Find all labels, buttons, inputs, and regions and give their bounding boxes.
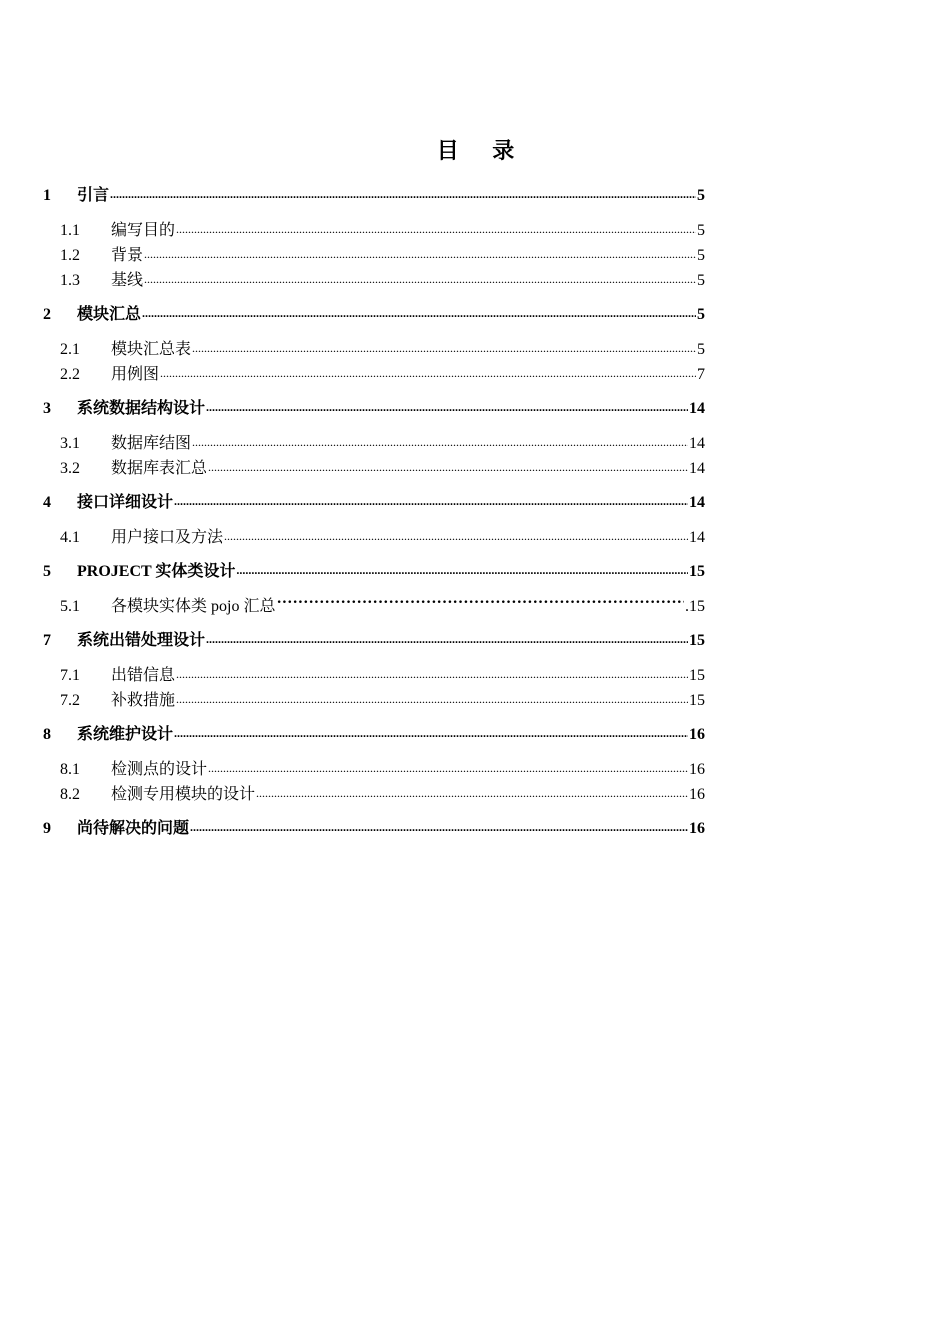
toc-entry-number: 7.2 xyxy=(60,692,80,709)
toc-entry-section[interactable] xyxy=(60,597,705,617)
toc-entry-label: 接口详细设计 xyxy=(77,494,174,511)
toc-entry-page-number: 5 xyxy=(697,306,705,323)
toc-entry-label: 基线 xyxy=(111,272,144,289)
toc-entry-label: 检测专用模块的设计 xyxy=(111,786,256,803)
toc-entry-section[interactable] xyxy=(60,340,705,360)
toc-entry-label: 补救措施 xyxy=(111,692,176,709)
toc-entry-page-number: 16 xyxy=(689,786,705,803)
toc-dot-leader xyxy=(174,493,688,507)
toc-entry-page-number: .15 xyxy=(685,598,705,615)
toc-entry-page-number: 15 xyxy=(689,667,705,684)
toc-entry-number: 3.1 xyxy=(60,435,80,452)
toc-entry-label: 系统出错处理设计 xyxy=(77,632,206,649)
toc-entry-chapter[interactable] xyxy=(43,186,705,206)
toc-entry-number: 8.2 xyxy=(60,786,80,803)
toc-entry-page-number: 16 xyxy=(689,820,705,837)
toc-entry-chapter[interactable] xyxy=(43,819,705,839)
toc-entry-label: PROJECT 实体类设计 xyxy=(77,563,236,580)
toc-entry-page-number: 15 xyxy=(689,563,705,580)
toc-entry-number: 8.1 xyxy=(60,761,80,778)
toc-entry-number: 5 xyxy=(43,563,51,580)
toc-dot-leader xyxy=(144,271,696,285)
toc-entry-number: 3 xyxy=(43,400,51,417)
toc-entry-label: 用户接口及方法 xyxy=(111,529,224,546)
toc-entry-number: 8 xyxy=(43,726,51,743)
toc-entry-label: 尚待解决的问题 xyxy=(77,820,190,837)
toc-dot-leader xyxy=(192,340,696,354)
toc-entry-chapter[interactable] xyxy=(43,493,705,513)
toc-entry-page-number: 15 xyxy=(689,692,705,709)
toc-entry-section[interactable] xyxy=(60,459,705,479)
toc-dot-leader xyxy=(176,691,688,705)
toc-dot-leader xyxy=(110,186,696,200)
toc-entry-number: 5.1 xyxy=(60,598,80,615)
toc-entry-number: 2 xyxy=(43,306,51,323)
toc-entry-label: 用例图 xyxy=(111,366,160,383)
toc-entry-label: 引言 xyxy=(77,187,110,204)
toc-entry-number: 3.2 xyxy=(60,460,80,477)
toc-dot-leader xyxy=(206,631,688,645)
toc-dot-leader xyxy=(176,221,696,235)
toc-dot-leader xyxy=(206,399,688,413)
toc-entry-number: 1.1 xyxy=(60,222,80,239)
toc-dot-leader xyxy=(224,528,688,542)
toc-entry-page-number: 14 xyxy=(689,400,705,417)
toc-dot-leader xyxy=(174,725,688,739)
toc-dot-leader xyxy=(176,666,688,680)
toc-entry-section[interactable] xyxy=(60,691,705,711)
toc-entry-chapter[interactable] xyxy=(43,305,705,325)
toc-entry-number: 7 xyxy=(43,632,51,649)
toc-dot-leader xyxy=(208,459,688,473)
toc-entry-section[interactable] xyxy=(60,221,705,241)
toc-entry-page-number: 5 xyxy=(697,222,705,239)
toc-dot-leader xyxy=(160,365,696,379)
toc-entry-number: 1.3 xyxy=(60,272,80,289)
toc-entry-page-number: 16 xyxy=(689,726,705,743)
toc-entry-chapter[interactable] xyxy=(43,725,705,745)
toc-entry-label: 系统维护设计 xyxy=(77,726,174,743)
toc-entry-chapter[interactable] xyxy=(43,562,705,582)
toc-entry-number: 4.1 xyxy=(60,529,80,546)
toc-dot-leader xyxy=(208,760,688,774)
toc-entry-label: 系统数据结构设计 xyxy=(77,400,206,417)
toc-dot-leader xyxy=(236,562,688,576)
toc-entry-label: 数据库表汇总 xyxy=(111,460,208,477)
toc-entry-chapter[interactable] xyxy=(43,631,705,651)
toc-entry-page-number: 5 xyxy=(697,187,705,204)
toc-entry-label: 背景 xyxy=(111,247,144,264)
toc-entry-label: 模块汇总 xyxy=(77,306,142,323)
toc-dot-leader xyxy=(276,597,684,611)
toc-entry-page-number: 5 xyxy=(697,341,705,358)
toc-entry-section[interactable] xyxy=(60,760,705,780)
toc-entry-label: 模块汇总表 xyxy=(111,341,192,358)
toc-entry-page-number: 14 xyxy=(689,460,705,477)
toc-dot-leader xyxy=(190,819,688,833)
toc-entry-page-number: 15 xyxy=(689,632,705,649)
toc-entry-number: 9 xyxy=(43,820,51,837)
toc-entry-page-number: 14 xyxy=(689,435,705,452)
toc-entry-section[interactable] xyxy=(60,666,705,686)
toc-entry-number: 7.1 xyxy=(60,667,80,684)
toc-entry-page-number: 16 xyxy=(689,761,705,778)
toc-entry-page-number: 5 xyxy=(697,247,705,264)
toc-entry-section[interactable] xyxy=(60,785,705,805)
toc-entry-number: 2.1 xyxy=(60,341,80,358)
toc-entry-page-number: 14 xyxy=(689,494,705,511)
toc-entry-label: 出错信息 xyxy=(111,667,176,684)
toc-entry-label: 数据库结图 xyxy=(111,435,192,452)
toc-entry-page-number: 14 xyxy=(689,529,705,546)
toc-entry-page-number: 5 xyxy=(697,272,705,289)
toc-entry-label: 编写目的 xyxy=(111,222,176,239)
toc-entry-number: 1 xyxy=(43,187,51,204)
toc-entry-chapter[interactable] xyxy=(43,399,705,419)
toc-title: 目 录 xyxy=(436,138,529,163)
toc-entry-section[interactable] xyxy=(60,365,705,385)
toc-dot-leader xyxy=(192,434,688,448)
toc-dot-leader xyxy=(144,246,696,260)
toc-entry-section[interactable] xyxy=(60,271,705,291)
toc-entry-section[interactable] xyxy=(60,528,705,548)
toc-entry-number: 4 xyxy=(43,494,51,511)
toc-entry-page-number: 7 xyxy=(697,366,705,383)
toc-entry-number: 1.2 xyxy=(60,247,80,264)
toc-entry-section[interactable] xyxy=(60,434,705,454)
toc-entry-label: 检测点的设计 xyxy=(111,761,208,778)
toc-entry-section[interactable] xyxy=(60,246,705,266)
toc-entry-label: 各模块实体类 pojo 汇总 xyxy=(111,598,276,615)
toc-dot-leader xyxy=(142,305,696,319)
toc-dot-leader xyxy=(256,785,688,799)
toc-entry-number: 2.2 xyxy=(60,366,80,383)
